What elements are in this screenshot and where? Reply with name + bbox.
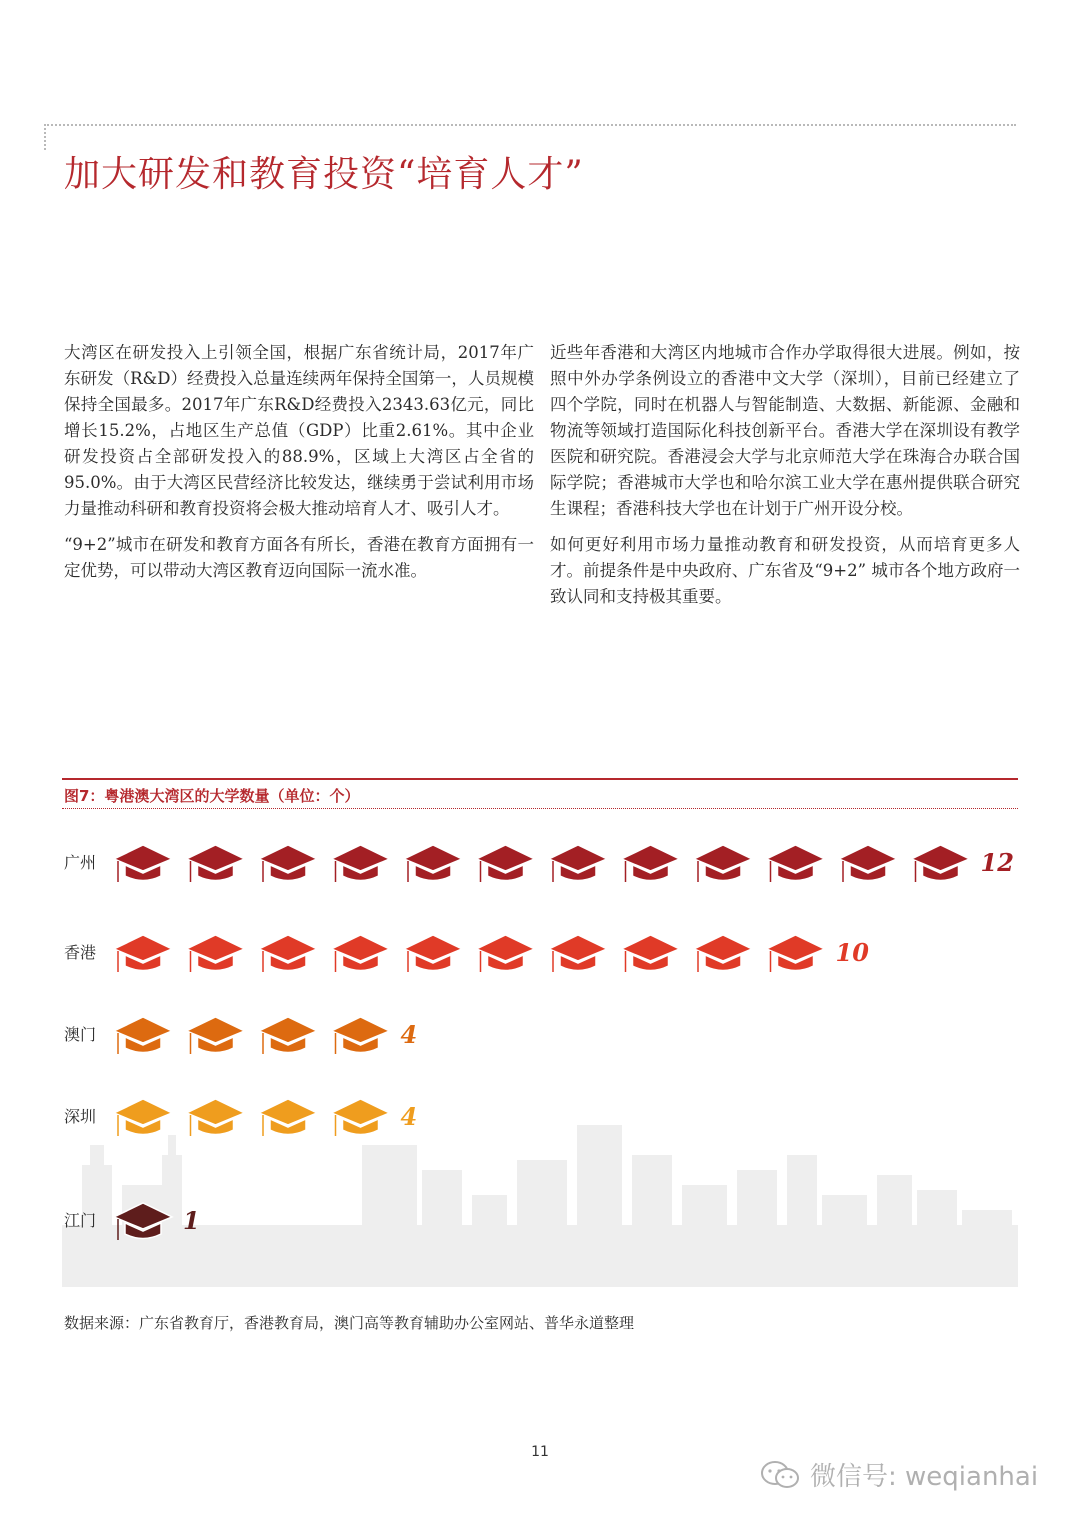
graduation-cap-icon xyxy=(404,935,462,972)
category-label: 香港 xyxy=(64,943,97,962)
graduation-cap-icon xyxy=(187,935,245,972)
graduation-cap-icon xyxy=(694,845,752,882)
graduation-cap-icon xyxy=(912,845,970,882)
graduation-cap-icon xyxy=(404,845,462,882)
graduation-cap-icon xyxy=(839,845,897,882)
graduation-cap-icon xyxy=(477,935,535,972)
paragraph: “9+2”城市在研发和教育方面各有所长，香港在教育方面拥有一定优势，可以带动大湾区教育迈向国际一流水准。 xyxy=(64,535,534,580)
value-label: 12 xyxy=(980,848,1014,877)
graduation-cap-icon xyxy=(114,1017,172,1054)
paragraph: 近些年香港和大湾区内地城市合作办学取得很大进展。例如，按照中外办学条例设立的香港中文大学（深圳），目前已经建立了四个学院，同时在机器人与智能制造、大数据、新能源、金融和物流等领域打造国际化科技创新平台。香港大学在深圳设有教学医院和研究院。香港浸会大学与北京师范大学在珠海合办联合国际学院；香港城市大学也和哈尔滨工业大学在惠州提供联合研究生课程；香港科技大学也在计划于广州开设分校。 xyxy=(550,343,1020,518)
category-label: 深圳 xyxy=(64,1107,97,1126)
graduation-cap-icon xyxy=(549,845,607,882)
value-label: 4 xyxy=(400,1020,418,1049)
graduation-cap-icon xyxy=(332,845,390,882)
graduation-cap-icon xyxy=(114,1099,172,1136)
graduation-cap-icon xyxy=(767,935,825,972)
category-label: 澳门 xyxy=(64,1025,97,1044)
graduation-cap-icon xyxy=(694,935,752,972)
graduation-cap-icon xyxy=(187,1099,245,1136)
graduation-cap-icon xyxy=(332,1099,390,1136)
graduation-cap-icon xyxy=(767,845,825,882)
data-source-note: 数据来源：广东省教育厅，香港教育局，澳门高等教育辅助办公室网站、普华永道整理 xyxy=(64,1314,635,1332)
value-label: 10 xyxy=(835,938,869,967)
chart-title: 图7：粤港澳大湾区的大学数量（单位：个） xyxy=(64,787,360,805)
graduation-cap-icon xyxy=(114,935,172,972)
wechat-icon xyxy=(760,1460,802,1490)
page-number: 11 xyxy=(531,1444,549,1460)
paragraph: 如何更好利用市场力量推动教育和研发投资，从而培育更多人才。前提条件是中央政府、广东省及“9+2” 城市各个地方政府一致认同和支持极其重要。 xyxy=(550,535,1020,606)
graduation-cap-icon xyxy=(187,845,245,882)
graduation-cap-icon xyxy=(622,845,680,882)
wechat-watermark xyxy=(760,1456,1038,1493)
graduation-cap-icon xyxy=(114,1203,172,1240)
value-label: 1 xyxy=(183,1206,200,1235)
watermark-text: 微信号: weqianhai xyxy=(810,1462,1039,1492)
category-label: 广州 xyxy=(64,853,97,872)
graduation-cap-icon xyxy=(259,845,317,882)
graduation-cap-icon xyxy=(332,935,390,972)
graduation-cap-icon xyxy=(332,1017,390,1054)
category-label: 江门 xyxy=(64,1211,97,1230)
graduation-cap-icon xyxy=(259,935,317,972)
graduation-cap-icon xyxy=(114,845,172,882)
graduation-cap-icon xyxy=(622,935,680,972)
graduation-cap-icon xyxy=(187,1017,245,1054)
page-title: 加大研发和教育投资“培育人才” xyxy=(64,154,584,195)
graduation-cap-icon xyxy=(549,935,607,972)
value-label: 4 xyxy=(400,1102,418,1131)
graduation-cap-icon xyxy=(259,1017,317,1054)
graduation-cap-icon xyxy=(259,1099,317,1136)
paragraph: 大湾区在研发投入上引领全国，根据广东省统计局，2017年广东研发（R&D）经费投入总量连续两年保持全国第一，人员规模保持全国最多。2017年广东R&D经费投入2343.63亿元，同比增长15.2%，占地区生产总值（GDP）比重2.61%。其中企业研发投资占全部研发投入的88.9%，区域上大湾区占全省的95.0%。由于大湾区民营经济比较发达，继续勇于尝试利用市场力量推动科研和教育投资将会极大推动培育人才、吸引人才。 xyxy=(64,343,534,518)
graduation-cap-icon xyxy=(477,845,535,882)
